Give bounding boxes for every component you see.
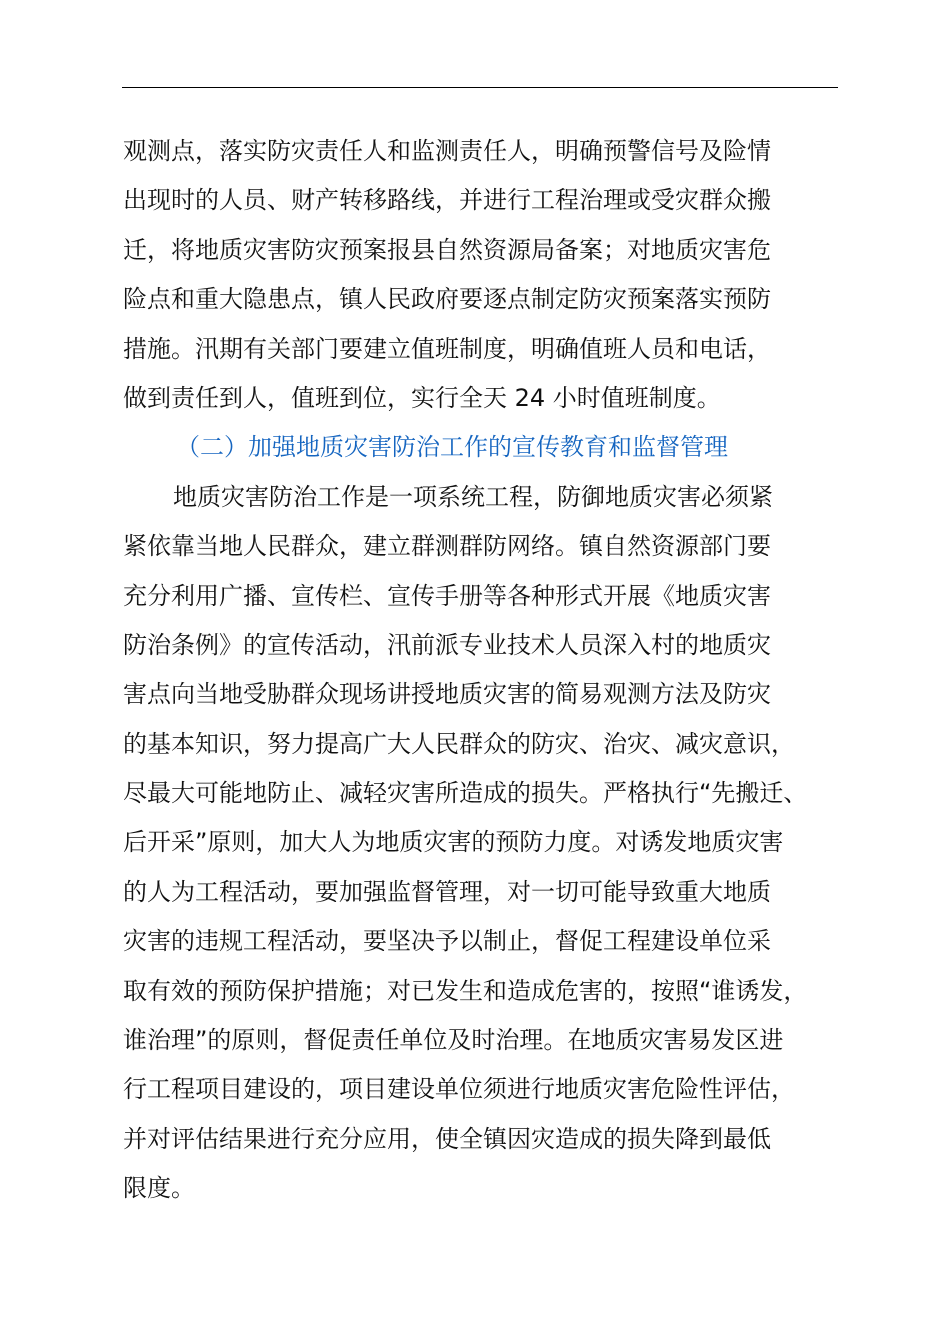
text-line: 行工程项目建设的，项目建设单位须进行地质灾害危险性评估， <box>123 1075 795 1104</box>
text-line: 灾害的违规工程活动，要坚决予以制止，督促工程建设单位采 <box>123 927 771 956</box>
section-heading: （二）加强地质灾害防治工作的宣传教育和监督管理 <box>176 433 728 462</box>
document-body <box>123 127 863 1214</box>
paragraph-1 <box>123 127 863 423</box>
text-line: 的基本知识，努力提高广大人民群众的防灾、治灾、减灾意识， <box>123 729 795 758</box>
text-line: 尽最大可能地防止、减轻灾害所造成的损失。严格执行“先搬迁、 <box>123 779 808 808</box>
text-line: 限度。 <box>123 1174 195 1203</box>
paragraph-2 <box>123 473 863 1214</box>
text-line: 观测点，落实防灾责任人和监测责任人，明确预警信号及险情 <box>123 137 771 165</box>
text-line: 并对评估结果进行充分应用，使全镇因灾造成的损失降到最低 <box>123 1124 771 1153</box>
text-line: 防治条例》的宣传活动，汛前派专业技术人员深入村的地质灾 <box>123 630 771 659</box>
text-line: 出现时的人员、财产转移路线，并进行工程治理或受灾群众搬 <box>123 186 771 215</box>
text-line: 迁，将地质灾害防灾预案报县自然资源局备案；对地质灾害危 <box>123 235 771 264</box>
text-line: 的人为工程活动，要加强监督管理，对一切可能导致重大地质 <box>123 877 771 906</box>
text-line: 后开采”原则，加大人为地质灾害的预防力度。对诱发地质灾害 <box>123 828 784 857</box>
text-line: 谁治理”的原则，督促责任单位及时治理。在地质灾害易发区进 <box>123 1026 784 1055</box>
text-line: 险点和重大隐患点，镇人民政府要逐点制定防灾预案落实预防 <box>123 285 771 314</box>
text-line: 地质灾害防治工作是一项系统工程，防御地质灾害必须紧 <box>173 482 773 511</box>
text-line: 充分利用广播、宣传栏、宣传手册等各种形式开展《地质灾害 <box>123 581 771 610</box>
text-line: 取有效的预防保护措施；对已发生和造成危害的，按照“谁诱发， <box>123 976 808 1005</box>
header-rule <box>122 87 838 88</box>
text-line: 做到责任到人，值班到位，实行全天 24 小时值班制度。 <box>123 383 721 412</box>
text-line: 害点向当地受胁群众现场讲授地质灾害的简易观测方法及防灾 <box>123 680 771 709</box>
text-line: 措施。汛期有关部门要建立值班制度，明确值班人员和电话， <box>123 334 771 363</box>
text-line: 紧依靠当地人民群众，建立群测群防网络。镇自然资源部门要 <box>123 532 771 561</box>
